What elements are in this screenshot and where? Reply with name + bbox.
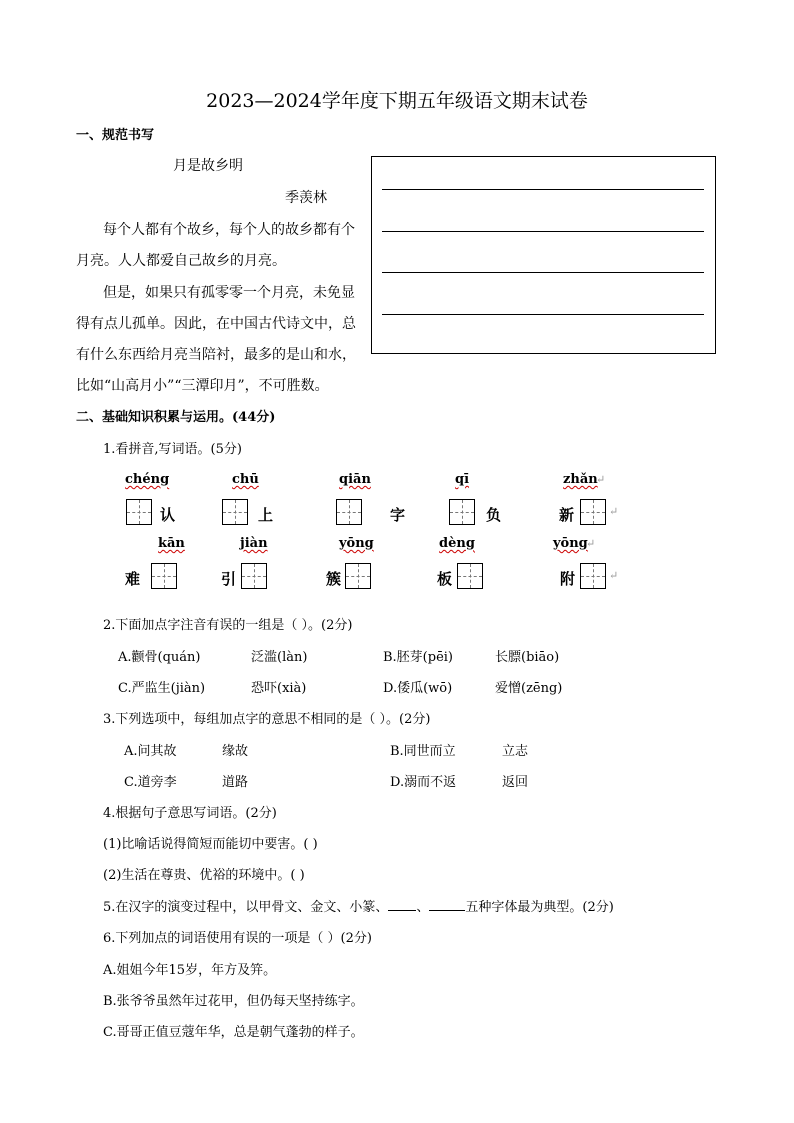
writing-line[interactable] [382,272,704,273]
answer-grid-cell[interactable] [580,563,606,589]
return-mark-icon: ↵ [609,505,619,518]
given-character: 新 [559,506,575,524]
option: D.溺而不返 [390,775,457,790]
passage-line: 但是，如果只有孤零零一个月亮，未免显 [103,285,355,301]
passage-line: 月亮。人人都爱自己故乡的月亮。 [76,253,286,269]
question-5-text: 五种字体最为典型。(2分) [465,900,614,915]
answer-grid-cell[interactable] [126,499,152,525]
question-1: 1.看拼音,写词语。(5分) [103,442,242,457]
option: D.倭瓜(wō) [383,681,453,696]
return-mark-icon: ↵ [596,473,606,486]
option: 道路 [222,775,249,790]
given-character: 引 [221,570,237,588]
sub-question: (1)比喻话说得简短而能切中要害。( ) [103,837,318,852]
option: B.胚芽(pēi) [383,650,454,665]
question-4: 4.根据句子意思写词语。(2分) [103,806,277,821]
option: C.严监生(jiàn) [118,681,206,696]
section-1-heading: 一、规范书写 [76,128,155,143]
fill-blank[interactable] [429,898,465,911]
option: B.张爷爷虽然年过花甲，但仍每天坚持练字。 [103,994,364,1009]
pinyin: dèng [439,536,475,551]
pinyin: chéng [125,472,170,487]
pinyin: zhǎn [563,472,598,487]
option: A.姐姐今年15岁，年方及笄。 [103,963,277,978]
option: 恐吓(xià) [251,681,307,696]
pinyin: qiān [339,472,371,487]
question-3: 3.下列选项中，每组加点字的意思不相同的是（ ）。(2分) [103,712,431,727]
question-5-text: 5.在汉字的演变过程中，以甲骨文、金文、小篆、 [103,900,389,915]
answer-grid-cell[interactable] [222,499,248,525]
given-character: 上 [258,506,274,524]
poem-author: 季羡林 [285,190,327,206]
page-title: 2023—2024学年度下期五年级语文期末试卷 [206,90,588,112]
pinyin: yōng [553,536,588,551]
handwriting-box[interactable] [371,156,716,354]
passage-line: 比如“山高月小”“三潭印月”，不可胜数。 [76,378,329,394]
writing-line[interactable] [382,189,704,190]
pinyin: chū [232,472,259,487]
pinyin: yōng [339,536,374,551]
writing-line[interactable] [382,231,704,232]
given-character: 字 [390,506,406,524]
writing-line[interactable] [382,314,704,315]
option: A.颧骨(quán) [118,650,201,665]
poem-title: 月是故乡明 [173,158,243,174]
fill-blank[interactable] [388,898,416,911]
given-character: 簇 [326,570,342,588]
section-2-heading: 二、基础知识积累与运用。(44分) [76,410,276,425]
given-character: 负 [486,506,502,524]
answer-grid-cell[interactable] [580,499,606,525]
question-2: 2.下面加点字注音有误的一组是（ ）。(2分) [103,618,353,633]
option: 立志 [502,744,529,759]
passage-line: 每个人都有个故乡，每个人的故乡都有个 [103,222,355,238]
return-mark-icon: ↵ [586,537,596,550]
return-mark-icon: ↵ [609,569,619,582]
option: 爱憎(zēng) [495,681,563,696]
given-character: 附 [560,570,576,588]
sub-question: (2)生活在尊贵、优裕的环境中。( ) [103,868,305,883]
answer-grid-cell[interactable] [241,563,267,589]
answer-grid-cell[interactable] [336,499,362,525]
option: 长膘(biāo) [495,650,560,665]
given-character: 板 [437,570,453,588]
answer-grid-cell[interactable] [457,563,483,589]
option: 返回 [502,775,529,790]
given-character: 难 [125,570,141,588]
given-character: 认 [160,506,176,524]
option: A.问其故 [124,744,177,759]
question-5 [103,896,614,915]
option: C.道旁李 [124,775,177,790]
answer-grid-cell[interactable] [151,563,177,589]
passage-line: 得有点儿孤单。因此，在中国古代诗文中，总 [76,316,356,332]
option: C.哥哥正值豆蔻年华，总是朝气蓬勃的样子。 [103,1025,364,1040]
pinyin: jiàn [240,536,268,551]
question-5-separator: 、 [416,900,430,915]
answer-grid-cell[interactable] [449,499,475,525]
question-6: 6.下列加点的词语使用有误的一项是（ ）(2分) [103,931,372,946]
pinyin: kān [158,536,185,551]
answer-grid-cell[interactable] [345,563,371,589]
pinyin: qī [455,472,470,487]
option: 缘故 [222,744,249,759]
passage-line: 有什么东西给月亮当陪衬，最多的是山和水， [76,347,356,363]
option: 泛滥(làn) [251,650,308,665]
option: B.同世而立 [390,744,456,759]
